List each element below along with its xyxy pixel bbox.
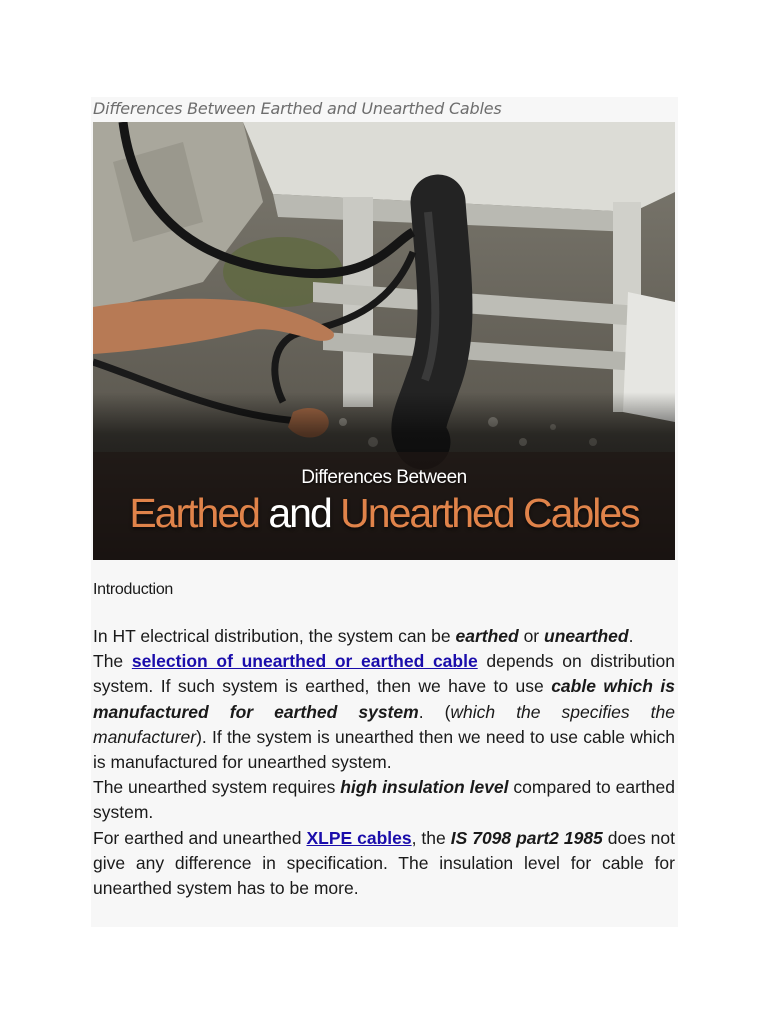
- article-body: [93, 624, 675, 901]
- p4-emphasis: IS 7098 part2 1985: [450, 827, 603, 848]
- p2-text-3: ). If the system is unearthed then we need to use cable which is manufactured for unearthed system.: [93, 726, 675, 773]
- p1-emphasis-earthed: earthed: [455, 626, 519, 646]
- p3-text-end: compared to earthed system.: [93, 777, 675, 823]
- link-selection-of-cable[interactable]: selection of unearthed or earthed cable: [131, 651, 478, 672]
- hero-title-earthed: Earthed: [129, 490, 259, 536]
- hero-kicker: Differences Between: [301, 467, 467, 488]
- section-heading-introduction: Introduction: [93, 581, 174, 598]
- link-xlpe-cables[interactable]: XLPE cables: [306, 827, 412, 848]
- p2-text-2: . (: [418, 701, 451, 722]
- paragraph-4: [93, 826, 675, 902]
- hero-image: [93, 122, 675, 560]
- hero-title: [93, 490, 675, 537]
- p2-text-lead: The: [93, 651, 132, 672]
- p3-text-lead: The unearthed system requires: [93, 777, 341, 798]
- p4-text-1: , the: [411, 827, 451, 848]
- p1-text-or: or: [518, 626, 544, 646]
- p1-text-end: .: [628, 626, 634, 646]
- paragraph-2: [93, 649, 675, 775]
- p4-text-lead: For earthed and unearthed: [93, 827, 307, 848]
- hero-title-unearthed-cables: Unearthed Cables: [340, 490, 639, 536]
- p1-emphasis-unearthed: unearthed: [544, 626, 629, 646]
- p2-text-1: depends on distribution system. If such system is earthed, then we have to use: [93, 651, 675, 697]
- p1-text: In HT electrical distribution, the system can be: [93, 626, 456, 646]
- hero-title-and: and: [268, 490, 331, 536]
- p3-emphasis: high insulation level: [340, 777, 509, 798]
- image-caption: Differences Between Earthed and Unearthed Cables: [93, 99, 502, 118]
- p2-emphasis: cable which is manufactured for earthed system: [93, 676, 675, 722]
- p2-italic: which the specifies the manufacturer: [93, 701, 675, 747]
- p4-text-2: does not give any difference in specification. The insulation level for cable for unearthed system has to be more.: [93, 827, 675, 899]
- paragraph-1: [93, 624, 675, 649]
- paragraph-3: [93, 775, 675, 825]
